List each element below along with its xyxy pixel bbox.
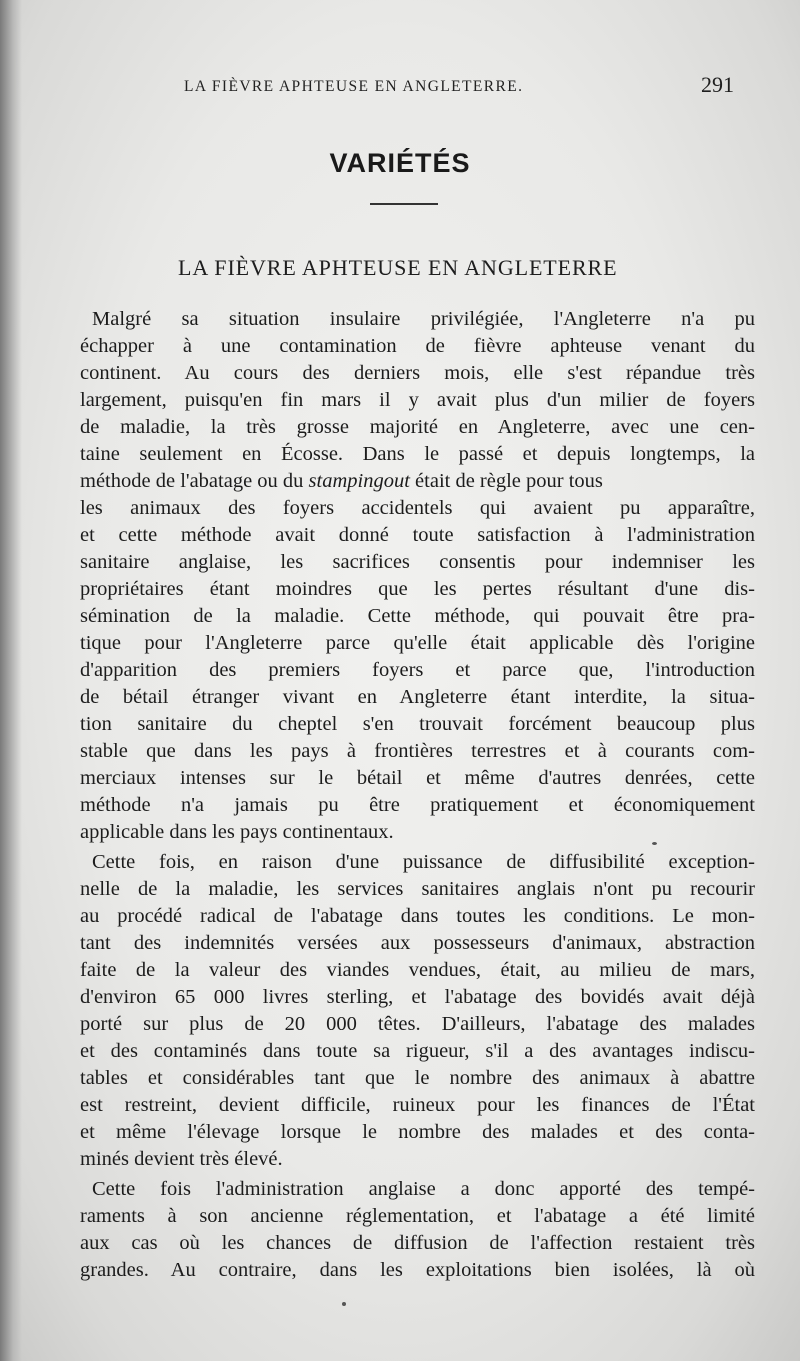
text-line: applicable dans les pays continentaux. <box>80 821 394 843</box>
text-line: continent. Au cours des derniers mois, elle s'est répandue très <box>80 362 755 384</box>
ink-speck <box>342 1302 346 1306</box>
text-segment: méthode de l'abatage ou du <box>80 470 304 492</box>
article-title: LA FIÈVRE APHTEUSE EN ANGLETERRE <box>178 255 618 280</box>
text-segment: était de règle pour tous <box>415 470 603 492</box>
text-line: Cette fois, en raison d'une puissance de diffusibilité exception- <box>92 851 755 873</box>
text-line: propriétaires étant moindres que les pertes résultant d'une dis- <box>80 578 755 600</box>
text-line: sémination de la maladie. Cette méthode, qui pouvait être pra- <box>80 605 755 627</box>
text-line: de bétail étranger vivant en Angleterre étant interdite, la situa- <box>80 686 755 708</box>
ink-speck <box>652 842 657 845</box>
text-line: faite de la valeur des viandes vendues, était, au milieu de mars, <box>80 959 755 981</box>
text-line: aux cas où les chances de diffusion de l'affection restaient très <box>80 1232 755 1254</box>
text-line: est restreint, devient difficile, ruineux pour les finances de l'État <box>80 1094 755 1116</box>
section-title: VARIÉTÉS <box>329 148 471 178</box>
text-line: au procédé radical de l'abatage dans toutes les conditions. Le mon- <box>80 905 755 927</box>
text-line: échapper à une contamination de fièvre aphteuse venant du <box>80 335 755 357</box>
text-line: tables et considérables tant que le nombre des animaux à abattre <box>80 1067 755 1089</box>
text-line: raments à son ancienne réglementation, et l'abatage a été limité <box>80 1205 755 1227</box>
text-line: et même l'élevage lorsque le nombre des malades et des conta- <box>80 1121 755 1143</box>
text-line: taine seulement en Écosse. Dans le passé et depuis longtemps, la <box>80 443 755 465</box>
text-line: tant des indemnités versées aux possesseurs d'animaux, abstraction <box>80 932 755 954</box>
binding-shadow <box>0 0 22 1361</box>
text-line: et des contaminés dans toute sa rigueur, s'il a des avantages indiscu- <box>80 1040 755 1062</box>
text-line: et cette méthode avait donné toute satisfaction à l'administration <box>80 524 755 546</box>
text-line: stable que dans les pays à frontières terrestres et à courants com- <box>80 740 755 762</box>
page-number: 291 <box>701 72 734 97</box>
text-line: porté sur plus de 20 000 têtes. D'ailleurs, l'abatage des malades <box>80 1013 755 1035</box>
text-line: les animaux des foyers accidentels qui avaient pu apparaître, <box>80 497 755 519</box>
text-line: nelle de la maladie, les services sanitaires anglais n'ont pu recourir <box>80 878 755 900</box>
text-line: d'apparition des premiers foyers et parce que, l'introduction <box>80 659 755 681</box>
italic-term: stampingout <box>308 470 410 492</box>
title-rule <box>370 203 438 205</box>
text-line: minés devient très élevé. <box>80 1148 283 1170</box>
text-line: sanitaire anglaise, les sacrifices consentis pour indemniser les <box>80 551 755 573</box>
running-head <box>0 72 800 102</box>
text-line: grandes. Au contraire, dans les exploitations bien isolées, là où <box>80 1259 755 1281</box>
text-line: de maladie, la très grosse majorité en Angleterre, avec une cen- <box>80 416 755 438</box>
text-line: merciaux intenses sur le bétail et même d'autres denrées, cette <box>80 767 755 789</box>
running-title: LA FIÈVRE APHTEUSE EN ANGLETERRE. <box>184 78 524 95</box>
text-line: Malgré sa situation insulaire privilégiée, l'Angleterre n'a pu <box>92 308 755 330</box>
text-line: Cette fois l'administration anglaise a donc apporté des tempé- <box>92 1178 755 1200</box>
text-line: tique pour l'Angleterre parce qu'elle était applicable dès l'origine <box>80 632 755 654</box>
text-line: d'environ 65 000 livres sterling, et l'abatage des bovidés avait déjà <box>80 986 755 1008</box>
text-line: tion sanitaire du cheptel s'en trouvait forcément beaucoup plus <box>80 713 755 735</box>
text-line: largement, puisqu'en fin mars il y avait plus d'un milier de foyers <box>80 389 755 411</box>
text-line-mixed <box>80 468 755 495</box>
text-line: méthode n'a jamais pu être pratiquement et économiquement <box>80 794 755 816</box>
